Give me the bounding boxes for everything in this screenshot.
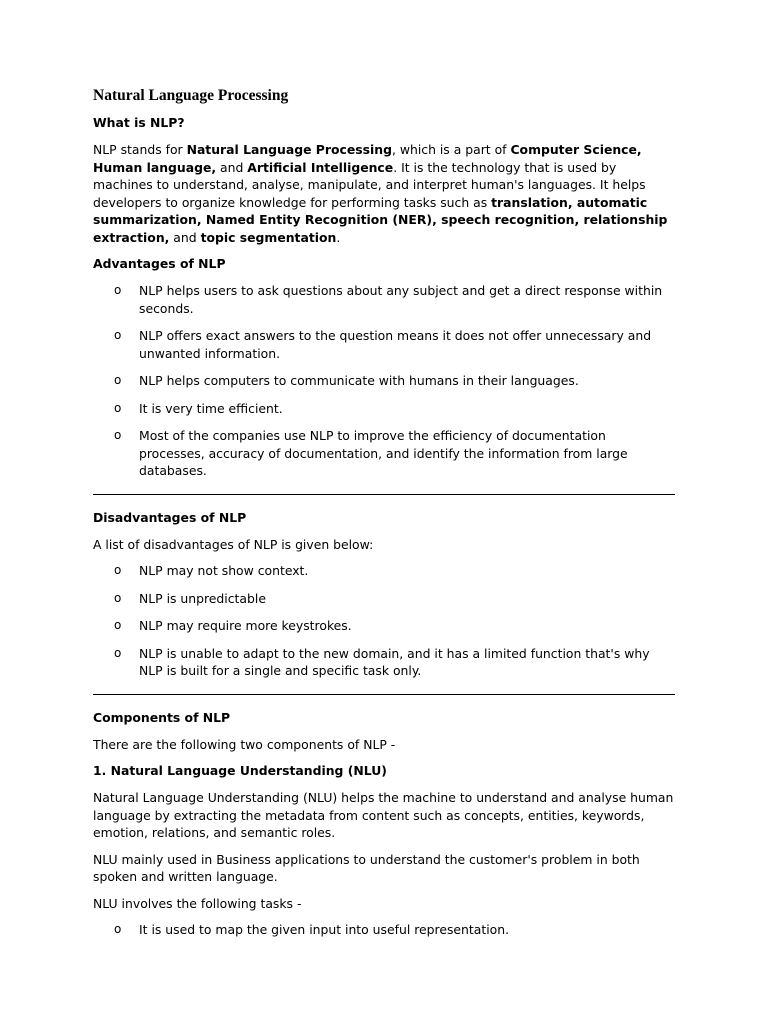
bold-term: Artificial Intelligence: [247, 159, 394, 175]
bullet-icon: o: [114, 283, 122, 297]
bullet-icon: o: [114, 428, 122, 442]
nlu-tasks-intro: NLU involves the following tasks -: [93, 895, 302, 911]
list-item: [93, 327, 675, 362]
list-item-text: Most of the companies use NLP to improve the efficiency of documentation processes, accuracy of documentation, and identify the information from large databases.: [139, 428, 628, 478]
bold-term: translation, automatic summarization, Named Entity Recognition (NER), speech recognition, relationship extraction,: [93, 194, 668, 245]
bullet-icon: o: [114, 590, 122, 605]
list-item: [93, 400, 675, 418]
list-item: [93, 645, 675, 680]
what-is-nlp-paragraph: [93, 141, 675, 246]
list-item: [93, 372, 675, 390]
text-run: , which is a part of: [391, 142, 511, 157]
bullet-icon: o: [114, 645, 122, 660]
list-item-text: NLP may not show context.: [139, 563, 309, 578]
text-run: . It is the technology that is used by machines to understand, analyse, manipulate, and interpret human's languages. It helps developers to organize knowledge for performing tasks such as: [93, 159, 646, 210]
bullet-icon: o: [114, 328, 122, 342]
nlu-heading: 1. Natural Language Understanding (NLU): [93, 763, 387, 778]
nlu-tasks-list: [93, 921, 675, 939]
bold-term: topic segmentation: [200, 229, 337, 245]
advantages-heading: Advantages of NLP: [93, 256, 226, 271]
nlu-business-paragraph: NLU mainly used in Business applications to understand the customer's problem in both spoken and written language.: [93, 851, 640, 884]
document-title: Natural Language Processing: [93, 87, 289, 104]
disadvantages-intro: A list of disadvantages of NLP is given below:: [93, 536, 374, 552]
list-item: [93, 921, 675, 939]
bullet-icon: o: [114, 400, 122, 415]
text-run: and: [169, 229, 201, 245]
document-page: [93, 86, 675, 949]
list-item-text: NLP helps computers to communicate with humans in their languages.: [139, 373, 579, 388]
components-intro: There are the following two components of NLP -: [93, 736, 396, 752]
text-run: NLP stands for: [93, 142, 187, 157]
components-heading: Components of NLP: [93, 709, 231, 725]
list-item-text: NLP is unpredictable: [139, 590, 266, 606]
list-item-text: NLP helps users to ask questions about any subject and get a direct response within seconds.: [139, 283, 663, 316]
list-item-text: It is very time efficient.: [139, 400, 283, 416]
nlu-paragraph: Natural Language Understanding (NLU) helps the machine to understand and analyse human language by extracting the metadata from content such as concepts, entities, keywords, emotion, relations, and semantic roles.: [93, 790, 674, 840]
bold-term: Natural Language Processing: [186, 142, 392, 157]
section-divider: [93, 694, 675, 695]
section-divider: [93, 494, 675, 495]
text-run: .: [336, 229, 341, 245]
list-item: [93, 590, 675, 608]
list-item-text: NLP offers exact answers to the question means it does not offer unnecessary and unwanted information.: [139, 328, 652, 361]
list-item: [93, 617, 675, 635]
list-item: [93, 427, 675, 480]
list-item: [93, 282, 675, 317]
list-item-text: NLP may require more keystrokes.: [139, 618, 352, 633]
bullet-icon: o: [114, 373, 122, 387]
list-item-text: It is used to map the given input into useful representation.: [139, 922, 510, 937]
bullet-icon: o: [114, 563, 122, 577]
list-item-text: NLP is unable to adapt to the new domain, and it has a limited function that's why NLP is built for a single and specific task only.: [139, 645, 650, 678]
what-is-nlp-heading: What is NLP?: [93, 115, 185, 130]
bullet-icon: o: [114, 618, 122, 632]
bullet-icon: o: [114, 922, 122, 936]
disadvantages-heading: Disadvantages of NLP: [93, 509, 247, 525]
bold-term: Computer Science, Human language,: [93, 142, 642, 175]
disadvantages-list: [93, 562, 675, 680]
advantages-list: [93, 282, 675, 480]
list-item: [93, 562, 675, 580]
text-run: and: [216, 159, 248, 175]
